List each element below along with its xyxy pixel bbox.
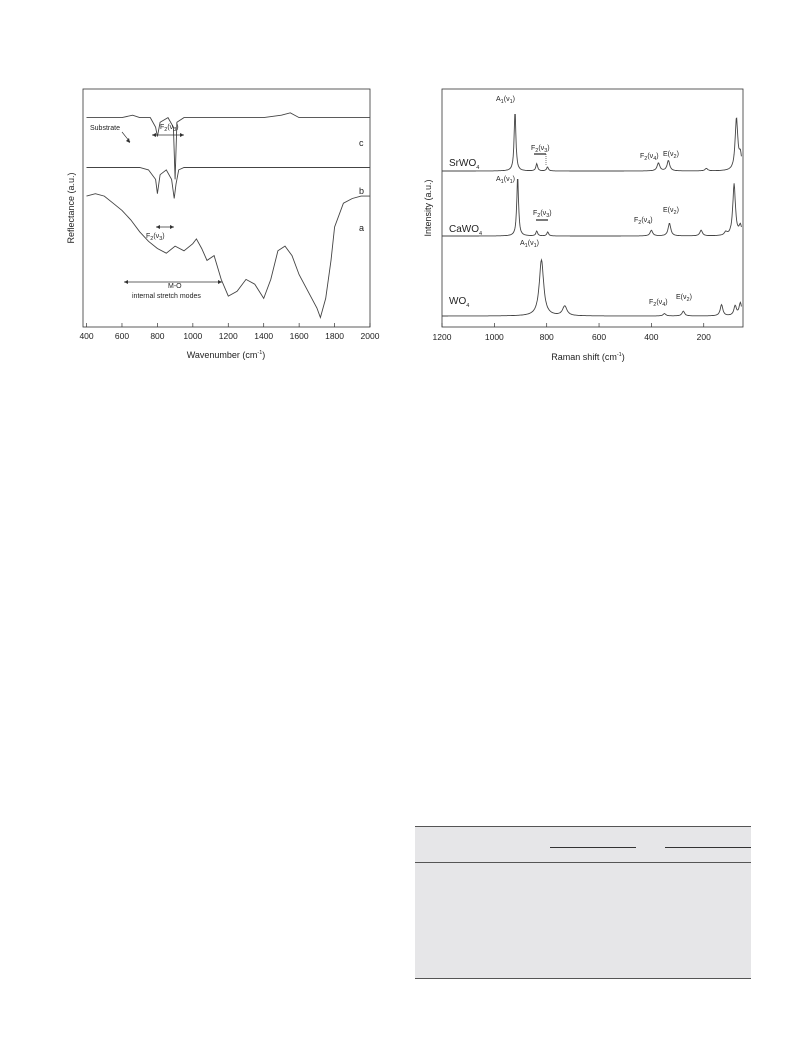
- f2-bottom-arrowhead-left: [156, 225, 160, 229]
- raman-x-tick-label: 200: [696, 332, 711, 342]
- ftir-x-tick-label: 1200: [218, 331, 238, 341]
- peak-label-f2v4-sr: $F_2(\nu_4)$: [640, 153, 659, 162]
- raman-curve-WO4: [442, 260, 741, 316]
- mo-arrowhead-left: [124, 280, 128, 284]
- annotation-f2-bottom: $F_2(\nu_3)$: [146, 233, 165, 242]
- ftir-curve-c: [87, 113, 371, 180]
- raman-curve-CaWO4: [442, 180, 741, 237]
- annotation-mo: M-O: [168, 283, 182, 290]
- raman-plot-frame: [442, 89, 743, 327]
- curve-label-c: c: [359, 138, 364, 148]
- annotation-internal-stretch-modes: internal stretch modes: [132, 293, 201, 300]
- raman-x-axis-label: Raman shift $(cm^{-1})$: [551, 352, 625, 362]
- peak-label-ev2-ca: $E(\nu_2)$: [663, 207, 679, 216]
- ftir-x-tick-label: 800: [150, 331, 165, 341]
- peak-label-f2v4-ca: $F_2(\nu_4)$: [634, 217, 653, 226]
- raman-y-axis-label: Intensity (a.u.): [423, 179, 433, 237]
- peak-label-a1-sr: $A_1(\nu_1)$: [496, 96, 515, 105]
- peak-label-ev2-w: $E(\nu_2)$: [676, 294, 692, 303]
- curve-label-a: a: [359, 223, 365, 233]
- raman-chart: [420, 86, 750, 368]
- table-header-rule-1: [550, 847, 636, 848]
- ftir-x-tick-label: 1000: [183, 331, 203, 341]
- table-header: [415, 827, 751, 863]
- table-fragment: [415, 826, 751, 979]
- f2-bottom-arrowhead-right: [170, 225, 174, 229]
- raman-x-tick-label: 1200: [432, 332, 452, 342]
- ftir-chart: [64, 86, 382, 376]
- ftir-x-tick-label: 1600: [289, 331, 309, 341]
- ftir-y-axis-label: Reflectance (a.u.): [66, 172, 76, 244]
- raman-x-tick-label: 600: [591, 332, 607, 342]
- peak-label-a1-w: $A_1(\nu_1)$: [520, 240, 539, 249]
- raman-x-tick-label: 1000: [484, 332, 504, 342]
- ftir-x-tick-label: 400: [79, 331, 94, 341]
- ftir-x-tick-label: 1800: [325, 331, 345, 341]
- f2-top-arrowhead-left: [152, 133, 156, 137]
- sample-label-wo4: $WO_4$: [449, 296, 470, 309]
- raman-figure: [420, 86, 750, 368]
- sample-label-srwo4: SrWO$_4$: [449, 158, 480, 171]
- ftir-x-tick-label: 1400: [254, 331, 274, 341]
- table-header-rule-2: [665, 847, 751, 848]
- ftir-figure: [64, 86, 382, 376]
- annotation-substrate: Substrate: [90, 125, 120, 132]
- peak-label-f2v3-ca: $F_2(\nu_3)$: [533, 210, 552, 219]
- raman-x-tick-label: 400: [644, 332, 659, 342]
- raman-x-tick-label: 800: [539, 332, 554, 342]
- ftir-x-tick-label: 600: [114, 331, 130, 341]
- ftir-x-tick-label: 2000: [360, 331, 380, 341]
- sample-label-cawo4: CaWO$_4$: [449, 224, 483, 237]
- raman-curve-SrWO4: [442, 115, 741, 172]
- peak-label-a1-ca: $A_1(\nu_1)$: [496, 176, 515, 185]
- ftir-curve-a: [87, 194, 371, 318]
- annotation-f2-top: $F_2(\nu_3)$: [160, 124, 179, 133]
- ftir-curve-b: [87, 168, 371, 199]
- peak-label-f2v4-w: $F_2(\nu_4)$: [649, 299, 668, 308]
- ftir-x-axis-label: Wavenumber $(cm^{-1})$: [186, 350, 266, 360]
- f2-top-arrowhead-right: [180, 133, 184, 137]
- curve-label-b: b: [359, 186, 365, 196]
- peak-label-f2v3-sr: $F_2(\nu_3)$: [531, 145, 550, 154]
- peak-label-ev2-sr: $E(\nu_2)$: [663, 151, 679, 160]
- substrate-arrowhead: [126, 138, 130, 143]
